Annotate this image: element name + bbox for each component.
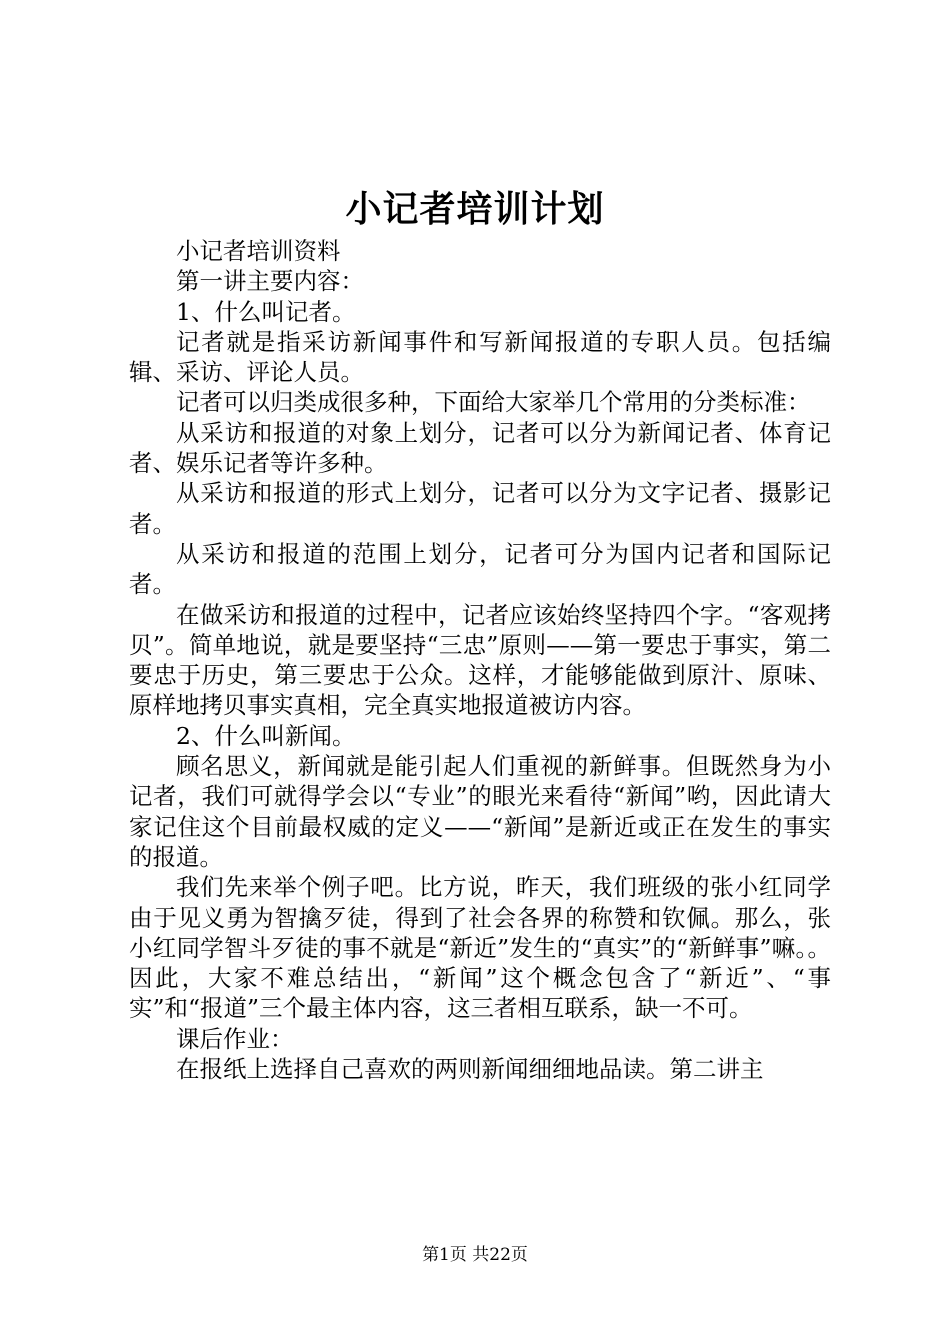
page-indicator: 第1页 共22页 — [422, 1245, 528, 1265]
paragraph: 顾名思义，新闻就是能引起人们重视的新鲜事。但既然身为小记者，我们可就得学会以“专业”的眼光来看待“新闻”哟，因此请大家记住这个目前最权威的定义——“新闻”是新近或正在发生的事实的报道。 — [129, 752, 831, 871]
paragraph: 记者就是指采访新闻事件和写新闻报道的专职人员。包括编辑、采访、评论人员。 — [129, 327, 831, 387]
paragraph: 2、什么叫新闻。 — [176, 721, 356, 750]
document-title: 小记者培训计划 — [345, 188, 605, 230]
paragraph: 在报纸上选择自己喜欢的两则新闻细细地品读。第二讲主 — [176, 1055, 764, 1084]
paragraph: 1、什么叫记者。 — [176, 297, 356, 326]
paragraph: 从采访和报道的对象上划分，记者可以分为新闻记者、体育记者、娱乐记者等许多种。 — [129, 418, 831, 478]
document-body — [129, 236, 831, 1084]
paragraph: 小记者培训资料 — [176, 237, 341, 265]
paragraph: 第一讲主要内容： — [176, 267, 364, 296]
paragraph: 我们先来举个例子吧。比方说，昨天，我们班级的张小红同学由于见义勇为智擒歹徒，得到了社会各界的称赞和钦佩。那么，张小红同学智斗歹徒的事不就是“新近”发生的“真实”的“新鲜事”嘛。。因此，大家不难总结出，“新闻”这个概念包含了“新近”、“事实”和“报道”三个最主体内容，这三者相互联系，缺一不可。 — [129, 873, 831, 1023]
paragraph: 记者可以归类成很多种，下面给大家举几个常用的分类标准： — [176, 388, 811, 417]
paragraph: 课后作业： — [176, 1024, 294, 1053]
paragraph: 从采访和报道的范围上划分，记者可分为国内记者和国际记者。 — [129, 539, 831, 599]
paragraph: 在做采访和报道的过程中，记者应该始终坚持四个字。“客观拷贝”。简单地说，就是要坚持“三忠”原则——第一要忠于事实，第二要忠于历史，第三要忠于公众。这样，才能够能做到原汁、原味、原样地拷贝事实真相，完全真实地报道被访内容。 — [129, 600, 831, 720]
paragraph: 从采访和报道的形式上划分，记者可以分为文字记者、摄影记者。 — [129, 479, 831, 538]
